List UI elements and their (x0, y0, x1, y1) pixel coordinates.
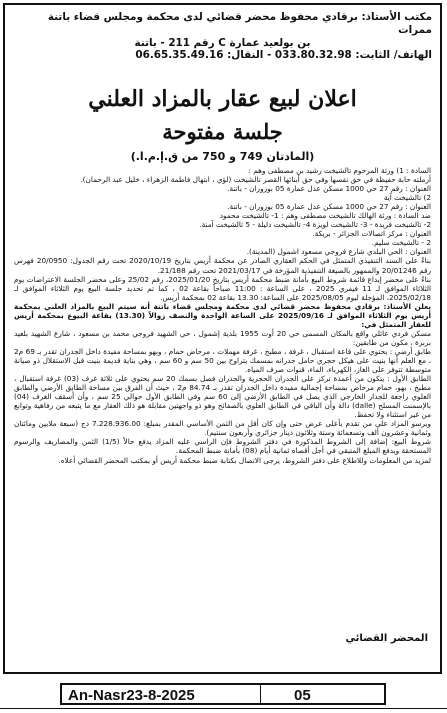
body-paragraph: أرملته حابة حفيظة في حق نفسها وفي حق أبنائها القصر تالشيخت (لؤي ، ابتهال فاطمة الزهراء ، خليل عبد الرحمان). (80, 175, 431, 185)
page-number: 05 (294, 687, 311, 704)
bailiff-address-line: بن بولعيد عمارة C رقم 211 - باتنة (134, 36, 311, 49)
body-paragraph: مسكن فردي عائلي واقع بالمكان المسمى حي 20 أوت 1955 بلدية إشمول ، حي الشهيد فروجي محمد بن مسعود ، شارع الشهيد بلعيد بربرة ، مكون من طابقين: (14, 328, 431, 347)
bailiff-phone-line: الهاتف/ الثابت: 033.80.32.98 - النقال: 06.65.35.49.16 (135, 49, 432, 62)
bottom-rule (0, 708, 447, 709)
notice-subtitle: جلسة مفتوحة (162, 119, 283, 144)
body-paragraph: العنوان : الحي البلدي شارع فروجي مسعود اشمول (المدينة). (246, 247, 431, 257)
body-paragraph: العنوان : رقم 27 حي 1000 مسكن عدل عمارة 05 بوزوران - باتنة. (227, 202, 431, 212)
body-paragraph: ضد السادة : ورثة الهالك تالشيخت مصطفى وهم : 1- تالشيخت محمود (219, 211, 431, 221)
body-paragraph: الطابق الأول : يتكون من أعمدة تركز على الجدران الحجرية والجدران فصل بسمك 20 سم يحتوي على ثلاثة غرف (03) غرفة استقبال ، مطبخ ، بهو، حمام مرحاض بمساحة إجمالية مفيدة داخل الجدران تقدر بـ 84.74 م2 ، حيث أن الفرق بين مساحة الطابق الأرضي والطابق العلوي راجعة للجدار الخارجي الذي يصل في الطابق الأرضي إلى 60 سم وفي الطابق الأول حوالي 25 سم ، وأن أسقف الغرف (04) بالإسمنت المسلح (dalle) دالة وأن الباقي في الطابق العلوي بالصفائح وهو ذو واجهتين مقابلة هو ذلك العقار مع ما يتبعه من رفاهية وتوابع من غير استثناء ولا تحفظ. (14, 374, 431, 420)
notice-frame (3, 3, 442, 674)
body-paragraph: بناءً على محضر إيداع قائمة شروط البيع بأمانة ضبط محكمة أريس بتاريخ 2025/01/20، رقم 25/02 وعلى محضر الجلسة الاعتراضات يوم الثلاثاء الموافق لـ 11 فيفري 2025 ، على الساعة : 11:00 صباحاً بقاعة 02 ، كما تم تحديد جلسة البيع يوم الثلاثاء الموافق لـ 2025/02/18، المؤجلة ليوم 2025/08/05 على الساعة: 13.30 بقاعة 02 بمحكمة أريس. (14, 274, 431, 302)
body-paragraph: 2- تالشيخت فريدة - 3- تالشيخت لويزة 4- تالشيخت دليلة - 5 تالشيخت آمنة. (199, 220, 431, 230)
body-paragraph: طابق أرضي : يحتوي على قاعة استقبال ، غرفة ، مطبخ ، غرفة مهملات ، مرحاض حمام ، وبهو بمساحة مفيدة داخل الجدران تقدر بـ 69 م2 ، مع العلم أنها بنيت على هيكل حجري حامل جدرانه بمسمك يتراوح بين 50 سم و 60 سم ، وهي بناية قديمة بنيت قبل الاستقلال ذو صيانة متوسطة تتوفر على الغاز، الكهرباء، الماء، قنوات صرف المياه. (14, 346, 431, 375)
signature-label: المحضر القضائي (345, 633, 428, 644)
newspaper-issue: An-Nasr23-8-2025 (68, 687, 195, 704)
body-paragraph: 2) تالشيخت آية (383, 193, 431, 203)
body-paragraph: يعلن الأستاذ: برقادي محفوظ محضر قضائي لدى محكمة ومجلس قضاء باتنة أنه سيتم البيع بالمزاد العلني بمحكمة أريس يوم الثلاثاء الموافق لـ 2025/09/16 على الساعة الواحدة والنصف زوالاً (13.30) بقاعة البيوع بمحكمة أريس للعقار المتمثل في: (14, 301, 431, 329)
body-paragraph: 2 - تالشيخت سليم. (371, 238, 431, 248)
body-paragraph: بناءً على السند التنفيذي المتمثل في الحكم العقاري الصادر عن محكمة أريس بتاريخ 2020/10/19 تحت رقم الجدول: 20/0950 فهرس رقم 20/01246 والممهور بالصيغة التنفيذية المؤرخة في 2021/03/17 تحت رقم 21/188. (14, 256, 431, 275)
legal-articles-reference: (المادتان 749 و 750 من ق.إ.م.ا.) (130, 150, 315, 163)
notice-body (14, 166, 431, 636)
footer-divider (260, 685, 261, 703)
body-paragraph: العنوان : رقم 27 حي 1000 مسكن عدل عمارة 05 بوزوران - باتنة. (227, 184, 431, 194)
newspaper-footer (60, 683, 386, 705)
body-paragraph: ويرسو المزاد على من تقدم بأعلى عرض حتى وإن كان أقل من الثمن الأساسي المقدر بمبلغ: 7.228.936.00 دج (سبعة ملايين ومائتان وثمانية وعشرون ألف وتسعمائة وستة وثلاثون دينار جزائري وأربعون سنتيم). (14, 419, 431, 438)
body-paragraph: العنوان : مركز اتصالات الجزائر - بريكة. (312, 229, 431, 239)
body-paragraph: شروط البيع: إضافة إلى الشروط المذكورة في دفتر الشروط فإن الراسي عليه المزاد يدفع حالاً (1/5) الثمن والمصاريف والرسوم المستحقة ويدفع المبلغ المتبقي في أجل أقصاه ثمانية أيام (08) بأمانة ضبط المحكمة. (14, 437, 431, 456)
bailiff-office-line: مكتب الأستاذ: برقادي محفوظ محضر قضائي لدى محكمة ومجلس قضاء باتنة ممرات (47, 11, 432, 36)
bailiff-header (13, 11, 432, 62)
body-paragraph: لمزيد من المعلومات وللاطلاع على دفتر الشروط، يرجى الاتصال بكتابة ضبط محكمة أريس أو بمكتب المحضر القضائي أعلاه. (58, 455, 431, 465)
body-paragraph: السادة : 1) ورثة المرحوم تالشيخت رشيد بن مصطفى وهم : (248, 166, 431, 175)
notice-title: اعلان لبيع عقار بالمزاد العلني (88, 86, 357, 112)
